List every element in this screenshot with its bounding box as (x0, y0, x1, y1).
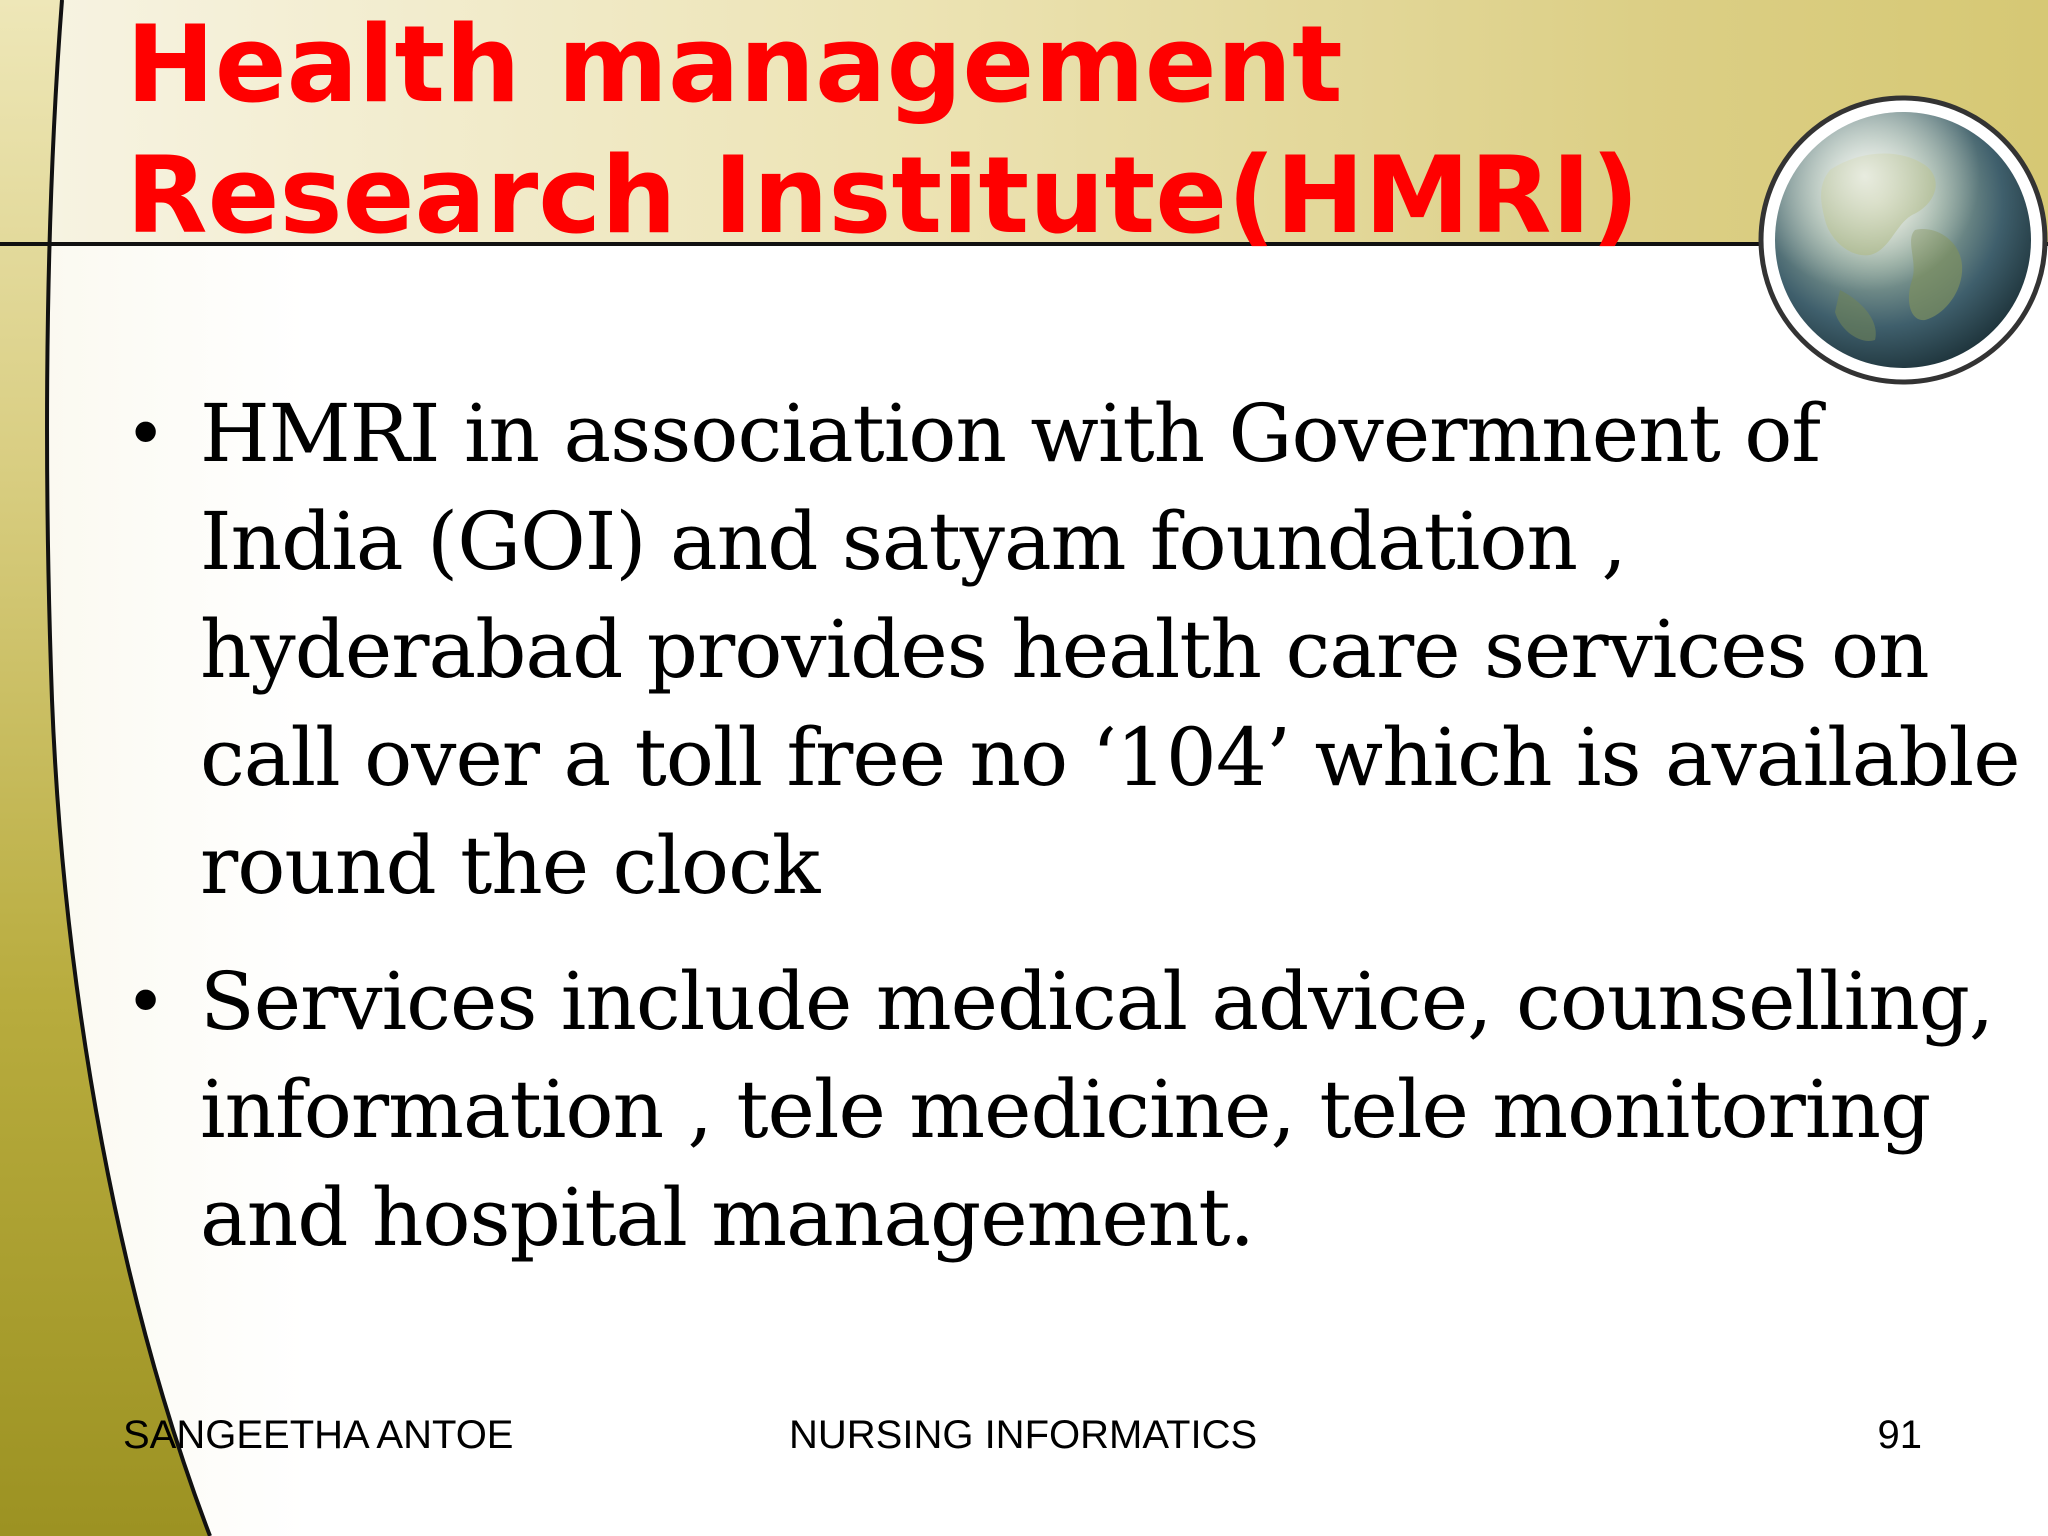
globe-icon (1761, 98, 2045, 382)
footer-page-number: 91 (1877, 1413, 1922, 1457)
bullet-text-line: hyderabad provides health care services on (200, 603, 1929, 696)
bullet-text-line: round the clock (200, 819, 820, 912)
bullet-text-line: information , tele medicine, tele monitoring (200, 1063, 1931, 1156)
bullet-icon: • (125, 961, 167, 1043)
slide-title-line-2: Research Institute(HMRI) (126, 134, 1640, 257)
bullet-text-line: and hospital management. (200, 1171, 1254, 1264)
bullet-item (125, 948, 1994, 1272)
footer-author: SANGEETHA ANTOE (123, 1413, 514, 1457)
footer-subject: NURSING INFORMATICS (789, 1413, 1258, 1457)
slide-title-line-1: Health management (126, 3, 1343, 126)
bullet-icon: • (125, 393, 167, 475)
bullet-text-line: HMRI in association with Govermnent of (200, 387, 1821, 480)
bullet-list (125, 380, 2020, 1272)
bullet-text-line: India (GOI) and satyam foundation , (200, 495, 1626, 588)
bullet-text-line: call over a toll free no ‘104’ which is available (200, 711, 2020, 804)
bullet-text-line: Services include medical advice, counselling, (200, 955, 1994, 1048)
bullet-item (125, 380, 2020, 920)
